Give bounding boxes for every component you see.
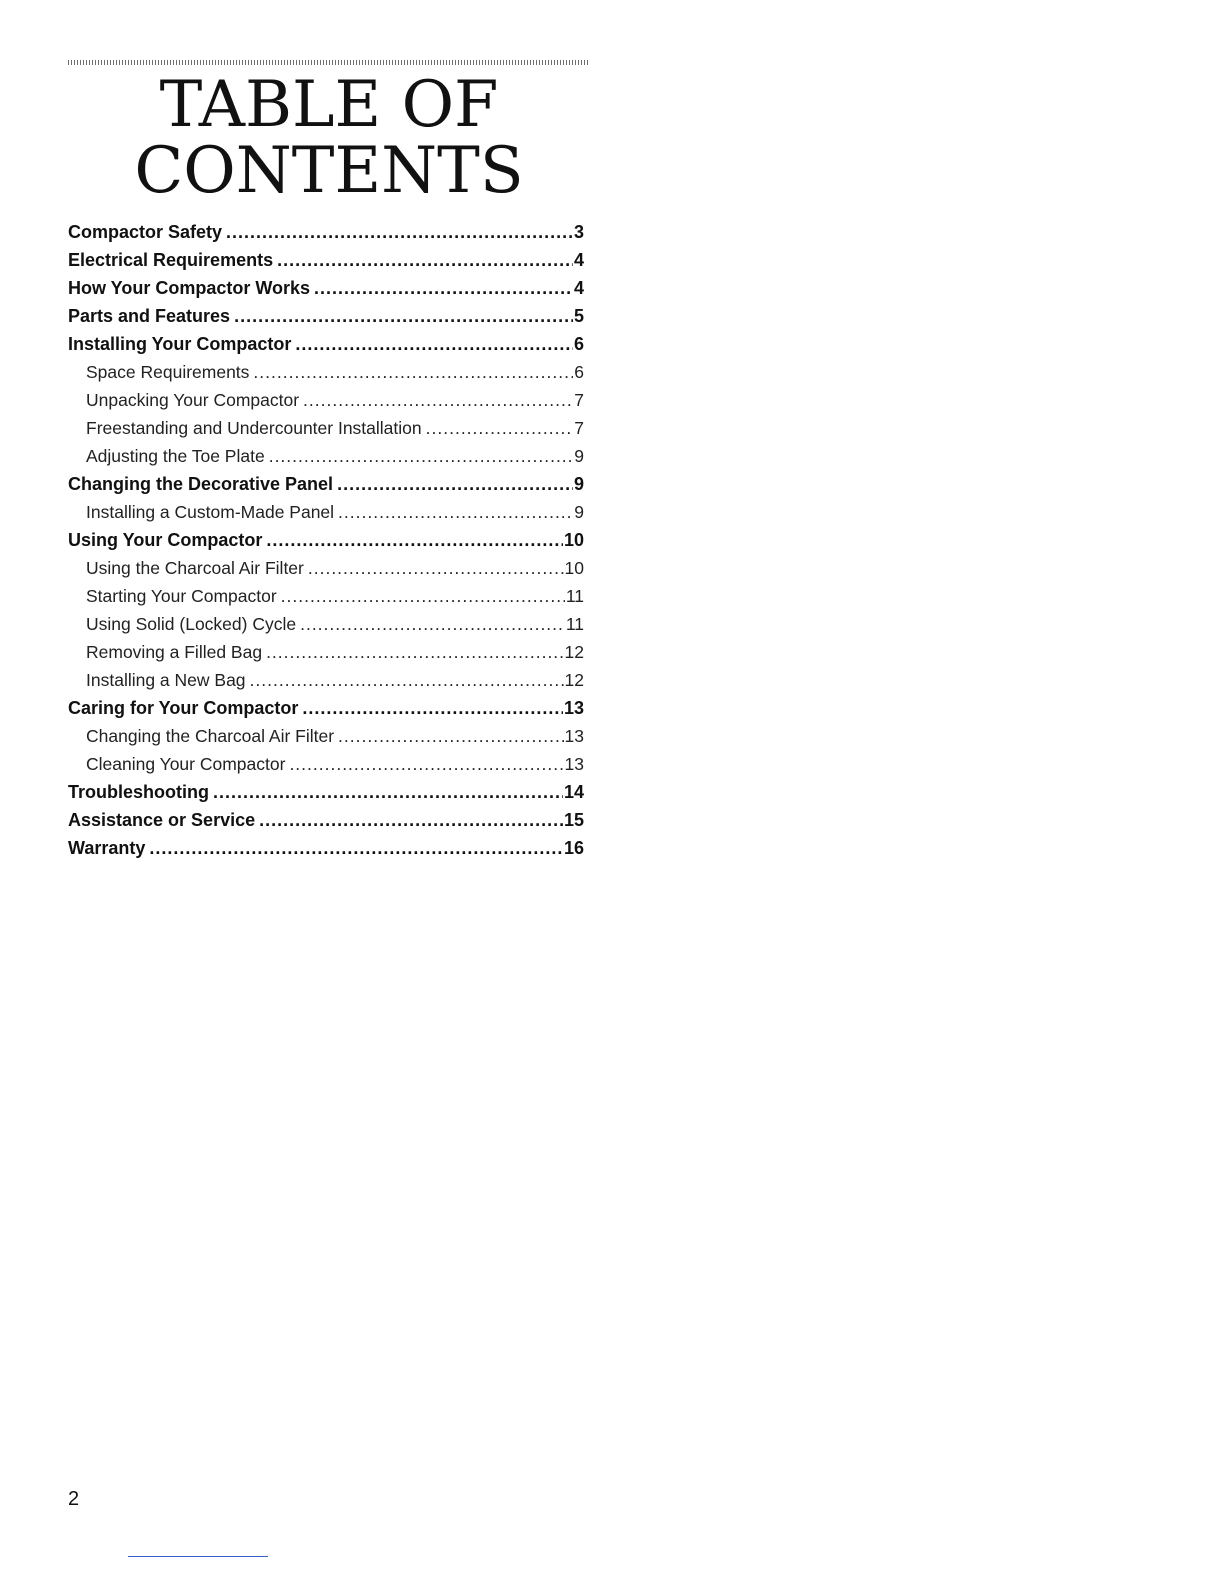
toc-dot-leader — [338, 722, 563, 750]
toc-entry-page: 9 — [574, 502, 584, 522]
toc-entry-title: Installing Your Compactor — [68, 334, 292, 354]
toc-dot-leader — [314, 274, 573, 302]
toc-entry-page: 13 — [564, 726, 584, 746]
top-dotted-rule — [68, 60, 590, 65]
toc-entry-title: Adjusting the Toe Plate — [86, 446, 265, 466]
toc-entry-title: Warranty — [68, 838, 146, 858]
toc-entry-page: 12 — [564, 670, 584, 690]
toc-dot-leader — [269, 442, 574, 470]
toc-entry-page: 13 — [563, 698, 584, 718]
toc-subentry — [68, 358, 584, 386]
toc-dot-leader — [302, 694, 563, 722]
toc-subentry — [68, 442, 584, 470]
toc-entry-title: Installing a New Bag — [86, 670, 246, 690]
toc-entry-title: Using the Charcoal Air Filter — [86, 558, 304, 578]
toc-dot-leader — [149, 834, 563, 862]
toc-entry-title: Cleaning Your Compactor — [86, 754, 286, 774]
toc-entry-page: 11 — [565, 614, 584, 634]
toc-entry-title: Caring for Your Compactor — [68, 698, 299, 718]
toc-entry-title: Starting Your Compactor — [86, 586, 277, 606]
toc-subentry — [68, 554, 584, 582]
toc-entry-page: 14 — [563, 782, 584, 802]
toc-dot-leader — [213, 778, 563, 806]
toc-entry — [68, 778, 584, 806]
toc-subentry — [68, 722, 584, 750]
toc-entry-title: Changing the Decorative Panel — [68, 474, 334, 494]
toc-subentry — [68, 610, 584, 638]
toc-entry-title: Space Requirements — [86, 362, 250, 382]
toc-subentry — [68, 638, 584, 666]
toc-entry-page: 11 — [565, 586, 584, 606]
toc-entry-page: 4 — [573, 278, 584, 298]
toc-subentry — [68, 750, 584, 778]
toc-dot-leader — [281, 582, 565, 610]
toc-entry-page: 9 — [574, 446, 584, 466]
bottom-rule — [128, 1556, 268, 1557]
toc-entry-page: 15 — [563, 810, 584, 830]
toc-entry-page: 3 — [573, 222, 584, 242]
toc-subentry — [68, 666, 584, 694]
toc-entry-page: 6 — [574, 362, 584, 382]
toc-entry — [68, 274, 584, 302]
toc-entry-page: 4 — [573, 250, 584, 270]
toc-subentry — [68, 582, 584, 610]
toc-dot-leader — [300, 610, 565, 638]
toc-entry — [68, 694, 584, 722]
toc-dot-leader — [266, 526, 563, 554]
toc-dot-leader — [426, 414, 574, 442]
toc-entry-page: 9 — [573, 474, 584, 494]
toc-entry-title: Removing a Filled Bag — [86, 642, 263, 662]
toc-entry-title: Changing the Charcoal Air Filter — [86, 726, 335, 746]
page-number: 2 — [68, 1488, 80, 1510]
toc-entry-page: 7 — [574, 418, 584, 438]
toc-entry-page: 16 — [563, 838, 584, 858]
toc-entry — [68, 470, 584, 498]
toc-dot-leader — [277, 246, 573, 274]
toc-entry-title: Troubleshooting — [68, 782, 209, 802]
toc-entry — [68, 246, 584, 274]
toc-entry-title: Using Solid (Locked) Cycle — [86, 614, 297, 634]
toc-entry-page: 12 — [564, 642, 584, 662]
toc-entry-title: Electrical Requirements — [68, 250, 274, 270]
toc-entry-page: 13 — [564, 754, 584, 774]
toc-dot-leader — [266, 638, 563, 666]
toc-entry-title: How Your Compactor Works — [68, 278, 311, 298]
toc-entry-title: Unpacking Your Compactor — [86, 390, 300, 410]
toc-entry-page: 10 — [563, 530, 584, 550]
toc-entry-page: 6 — [573, 334, 584, 354]
toc-entry-title: Parts and Features — [68, 306, 231, 326]
page-title — [68, 68, 590, 208]
toc-entry — [68, 834, 584, 862]
toc-entry — [68, 330, 584, 358]
toc-entry-title: Freestanding and Undercounter Installation — [86, 418, 422, 438]
toc-dot-leader — [253, 358, 573, 386]
toc-dot-leader — [250, 666, 564, 694]
toc-subentry — [68, 386, 584, 414]
toc-subentry — [68, 498, 584, 526]
toc-dot-leader — [337, 470, 573, 498]
toc-subentry — [68, 414, 584, 442]
toc-entry-title: Installing a Custom-Made Panel — [86, 502, 335, 522]
toc-dot-leader — [295, 330, 573, 358]
toc-entry — [68, 218, 584, 246]
toc-dot-leader — [303, 386, 573, 414]
toc-dot-leader — [234, 302, 573, 330]
toc-dot-leader — [226, 218, 573, 246]
toc-entry-title: Using Your Compactor — [68, 530, 263, 550]
toc-entry — [68, 302, 584, 330]
toc-entry-page: 7 — [574, 390, 584, 410]
page-title-line-1: TABLE OF — [159, 68, 499, 142]
page-title-line-2: CONTENTS — [134, 134, 524, 208]
toc-dot-leader — [289, 750, 563, 778]
toc-entry — [68, 806, 584, 834]
toc-entry-title: Assistance or Service — [68, 810, 256, 830]
toc-entry-page: 10 — [564, 558, 584, 578]
toc-entry — [68, 526, 584, 554]
toc-dot-leader — [338, 498, 573, 526]
table-of-contents — [68, 218, 584, 862]
toc-entry-title: Compactor Safety — [68, 222, 223, 242]
toc-entry-page: 5 — [573, 306, 584, 326]
toc-dot-leader — [259, 806, 563, 834]
toc-dot-leader — [308, 554, 564, 582]
